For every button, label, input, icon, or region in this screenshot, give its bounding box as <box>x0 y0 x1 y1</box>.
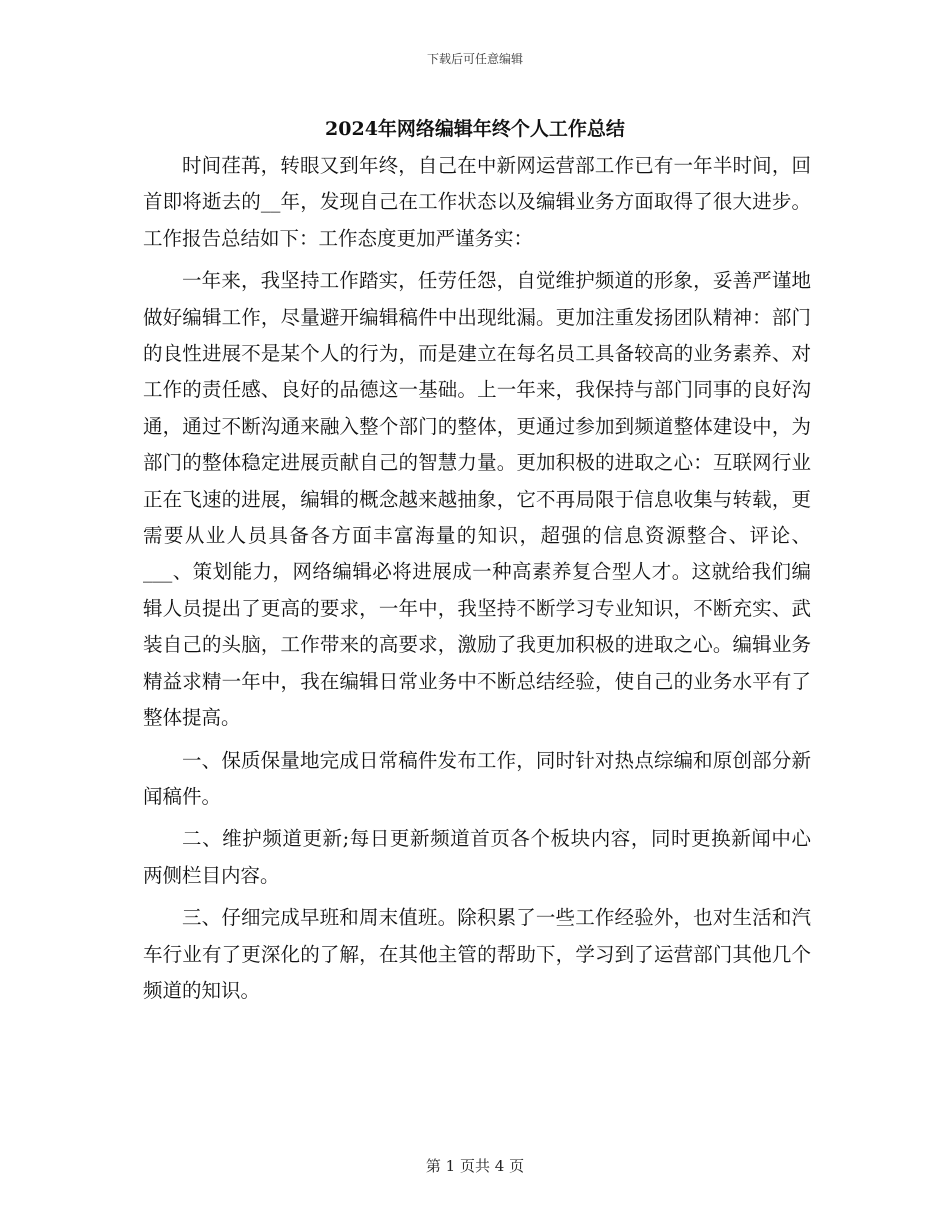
paragraph-item-1: 一、保质保量地完成日常稿件发布工作，同时针对热点综编和原创部分新闻稿件。 <box>143 748 811 808</box>
paragraph-item-3: 三、仔细完成早班和周末值班。除积累了一些工作经验外，也对生活和汽车行业有了更深化的了解，在其他主管的帮助下，学习到了运营部门其他几个频道的知识。 <box>143 906 811 1002</box>
document-title: 2024年网络编辑年终个人工作总结 <box>325 118 625 140</box>
page-indicator: 第 1 页共 4 页 <box>425 1157 525 1175</box>
document-body <box>143 148 811 1009</box>
paragraph-intro: 时间荏苒，转眼又到年终，自己在中新网运营部工作已有一年半时间，回首即将逝去的__年，发现自己在工作状态以及编辑业务方面取得了很大进步。工作报告总结如下：工作态度更加严谨务实： <box>143 154 811 250</box>
paragraph-work-attitude: 一年来，我坚持工作踏实，任劳任怨，自觉维护频道的形象，妥善严谨地做好编辑工作，尽量避开编辑稿件中出现纰漏。更加注重发扬团队精神：部门的良性进展不是某个人的行为，而是建立在每名员工具备较高的业务素养、对工作的责任感、良好的品德这一基础。上一年来，我保持与部门同事的良好沟通，通过不断沟通来融入整个部门的整体，更通过参加到频道整体建设中，为部门的整体稳定进展贡献自己的智慧力量。更加积极的进取之心：互联网行业正在飞速的进展，编辑的概念越来越抽象，它不再局限于信息收集与转载，更需要从业人员具备各方面丰富海量的知识，超强的信息资源整合、评论、___、策划能力，网络编辑必将进展成一种高素养复合型人才。这就给我们编辑人员提出了更高的要求，一年中，我坚持不断学习专业知识，不断充实、武装自己的头脑，工作带来的高要求，激励了我更加积极的进取之心。编辑业务精益求精一年中，我在编辑日常业务中不断总结经验，使自己的业务水平有了整体提高。 <box>143 269 811 730</box>
header-note: 下载后可任意编辑 <box>426 52 523 66</box>
paragraph-item-2: 二、维护频道更新;每日更新频道首页各个板块内容，同时更换新闻中心两侧栏目内容。 <box>143 827 811 887</box>
